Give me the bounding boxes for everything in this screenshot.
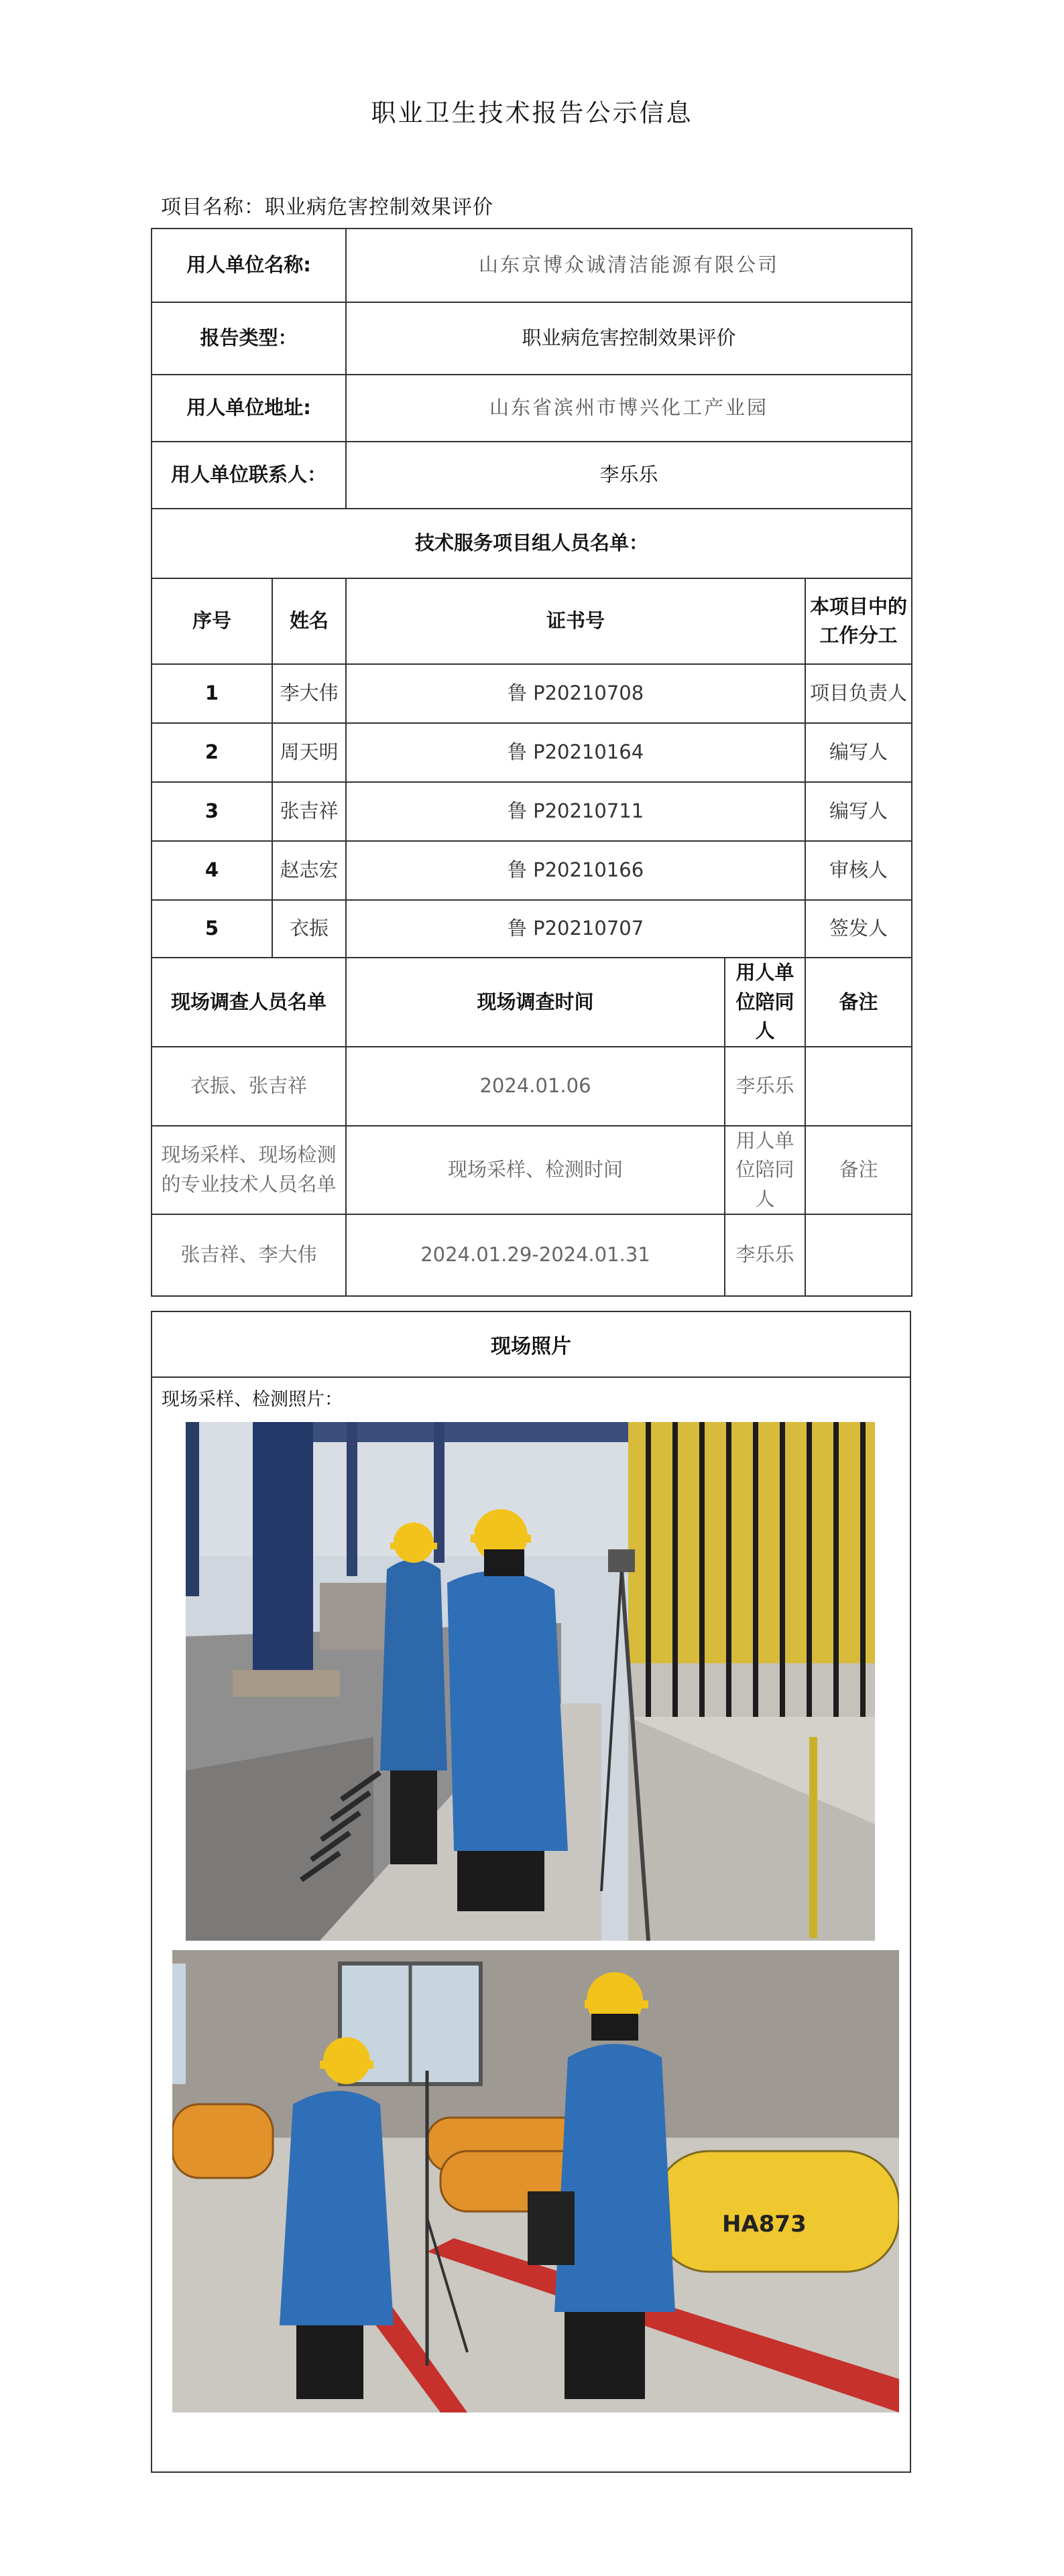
employer-address-row	[152, 375, 912, 442]
member-index: 1	[152, 664, 272, 723]
sampling-header-time: 现场采样、检测时间	[346, 1126, 725, 1215]
member-index: 2	[152, 723, 272, 782]
site-photos-title: 现场照片	[152, 1312, 910, 1378]
document-title: 职业卫生技术报告公示信息	[371, 99, 693, 127]
report-type-label: 报告类型：	[152, 302, 346, 375]
project-label: 项目名称：	[161, 196, 265, 219]
member-name: 衣振	[272, 900, 346, 958]
survey-row	[152, 1047, 912, 1126]
employer-name-row	[152, 229, 912, 302]
team-section-row	[152, 509, 912, 578]
sampling-remarks	[805, 1214, 912, 1296]
team-member-row	[152, 841, 912, 900]
member-name: 李大伟	[272, 664, 346, 723]
member-role: 编写人	[805, 723, 912, 782]
team-header-certificate: 证书号	[346, 578, 805, 664]
member-certificate: 鲁 P20210164	[346, 723, 805, 782]
team-header-name: 姓名	[272, 578, 346, 664]
member-role: 编写人	[805, 782, 912, 841]
team-member-row	[152, 723, 912, 782]
site-photos-section	[151, 1311, 911, 2473]
team-header-role: 本项目中的工作分工	[805, 578, 912, 664]
sampling-header-row	[152, 1126, 912, 1215]
member-name: 张吉祥	[272, 782, 346, 841]
survey-time: 2024.01.06	[346, 1047, 725, 1126]
member-index: 3	[152, 782, 272, 841]
site-photo-outdoor	[186, 1422, 875, 1941]
member-role: 项目负责人	[805, 664, 912, 723]
report-type-value: 职业病危害控制效果评价	[346, 302, 912, 375]
employer-address-label: 用人单位地址:	[152, 375, 346, 442]
sampling-header-staff: 现场采样、现场检测的专业技术人员名单	[152, 1126, 346, 1215]
member-role: 签发人	[805, 900, 912, 958]
site-photos-caption: 现场采样、检测照片：	[162, 1389, 343, 1410]
sampling-header-remarks: 备注	[805, 1126, 912, 1215]
employer-name-label: 用人单位名称:	[152, 229, 346, 302]
sampling-header-accompany: 用人单位陪同人	[725, 1126, 805, 1215]
survey-header-accompany: 用人单位陪同人	[725, 958, 805, 1047]
sampling-time: 2024.01.29-2024.01.31	[346, 1214, 725, 1296]
site-photo-indoor	[172, 1950, 899, 2412]
sampling-accompany: 李乐乐	[725, 1214, 805, 1296]
survey-header-remarks: 备注	[805, 958, 912, 1047]
team-member-row	[152, 782, 912, 841]
member-role: 审核人	[805, 841, 912, 900]
sampling-row	[152, 1214, 912, 1296]
report-type-row	[152, 302, 912, 375]
sampling-staff: 张吉祥、李大伟	[152, 1214, 346, 1296]
survey-remarks	[805, 1047, 912, 1126]
team-section-title: 技术服务项目组人员名单：	[152, 509, 912, 578]
member-certificate: 鲁 P20210166	[346, 841, 805, 900]
employer-address-value: 山东省滨州市博兴化工产业园	[346, 375, 912, 442]
employer-contact-row	[152, 442, 912, 509]
employer-contact-value: 李乐乐	[346, 442, 912, 509]
team-member-row	[152, 664, 912, 723]
employer-name-value: 山东京博众诚清洁能源有限公司	[346, 229, 912, 302]
team-member-row	[152, 900, 912, 958]
cylinder-marking: HA873	[722, 2211, 807, 2238]
member-certificate: 鲁 P20210708	[346, 664, 805, 723]
team-header-index: 序号	[152, 578, 272, 664]
project-value: 职业病危害控制效果评价	[265, 196, 493, 219]
member-certificate: 鲁 P20210711	[346, 782, 805, 841]
project-name	[161, 190, 493, 220]
employer-contact-label: 用人单位联系人：	[152, 442, 346, 509]
survey-header-staff: 现场调查人员名单	[152, 958, 346, 1047]
survey-header-row	[152, 958, 912, 1047]
member-name: 赵志宏	[272, 841, 346, 900]
member-index: 4	[152, 841, 272, 900]
member-certificate: 鲁 P20210707	[346, 900, 805, 958]
member-index: 5	[152, 900, 272, 958]
survey-accompany: 李乐乐	[725, 1047, 805, 1126]
member-name: 周天明	[272, 723, 346, 782]
survey-staff: 衣振、张吉祥	[152, 1047, 346, 1126]
survey-header-time: 现场调查时间	[346, 958, 725, 1047]
team-header-row	[152, 578, 912, 664]
report-info-table	[151, 228, 912, 1297]
